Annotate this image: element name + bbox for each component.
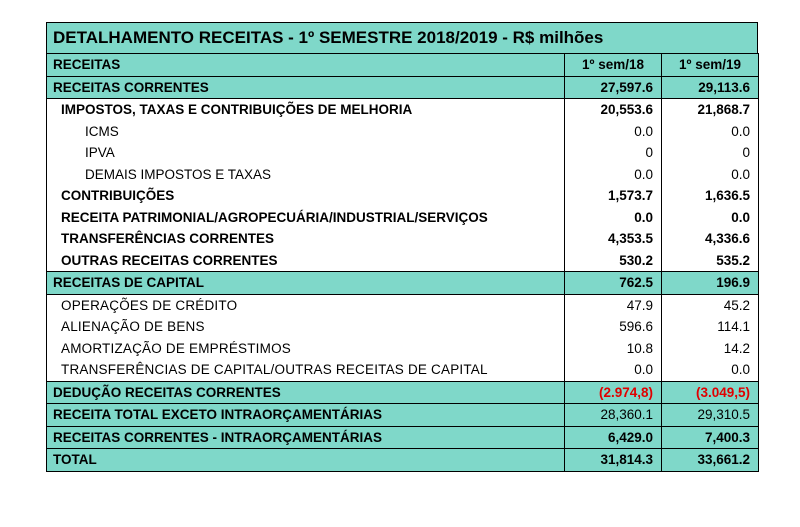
- revenue-report: [46, 22, 758, 472]
- row-ipva: [47, 142, 759, 164]
- row-outras-receitas-correntes: [47, 250, 759, 272]
- row-label: IPVA: [85, 145, 115, 161]
- row-value-sem18: 596.6: [565, 316, 662, 338]
- row-value-sem18: 28,360.1: [565, 404, 662, 427]
- row-value-sem18: 1,573.7: [565, 185, 662, 207]
- row-impostos: [47, 99, 759, 121]
- row-label: IMPOSTOS, TAXAS E CONTRIBUIÇÕES DE MELHORIA: [61, 102, 413, 118]
- row-value-sem18: 762.5: [565, 272, 662, 295]
- row-value-sem19: 0.0: [662, 207, 759, 229]
- row-label: OPERAÇÕES DE CRÉDITO: [61, 297, 238, 313]
- row-label: RECEITA PATRIMONIAL/AGROPECUÁRIA/INDUSTRIAL/SERVIÇOS: [61, 209, 488, 225]
- row-operacoes-credito: [47, 294, 759, 316]
- row-value-sem18: 0.0: [565, 207, 662, 229]
- row-demais-impostos: [47, 164, 759, 186]
- row-label: AMORTIZAÇÃO DE EMPRÉSTIMOS: [61, 340, 291, 356]
- row-value-sem19: 29,113.6: [662, 76, 759, 99]
- row-value-sem19: 0.0: [662, 164, 759, 186]
- row-label: ALIENAÇÃO DE BENS: [61, 319, 205, 335]
- row-value-sem18: 0.0: [565, 164, 662, 186]
- row-value-sem19: 14.2: [662, 338, 759, 360]
- row-icms: [47, 121, 759, 143]
- row-value-sem18: 4,353.5: [565, 228, 662, 250]
- row-value-sem19: 4,336.6: [662, 228, 759, 250]
- row-label: CONTRIBUIÇÕES: [61, 188, 175, 204]
- row-transferencias-correntes: [47, 228, 759, 250]
- row-receita-patrimonial: [47, 207, 759, 229]
- row-value-sem19: 114.1: [662, 316, 759, 338]
- row-deducao: [47, 381, 759, 404]
- revenue-table: [46, 53, 759, 472]
- row-value-sem18: 31,814.3: [565, 449, 662, 472]
- row-value-sem19: 21,868.7: [662, 99, 759, 121]
- row-value-sem19: 33,661.2: [662, 449, 759, 472]
- row-value-sem19: 45.2: [662, 294, 759, 316]
- row-value-sem19: 1,636.5: [662, 185, 759, 207]
- row-value-sem19: 29,310.5: [662, 404, 759, 427]
- row-value-sem19: 0.0: [662, 359, 759, 381]
- row-value-sem18: (2.974,8): [565, 381, 662, 404]
- row-amortizacao: [47, 338, 759, 360]
- row-label: DEMAIS IMPOSTOS E TAXAS: [85, 166, 272, 182]
- row-label: DEDUÇÃO RECEITAS CORRENTES: [47, 381, 565, 404]
- header-sem18: 1º sem/18: [565, 54, 662, 77]
- row-value-sem19: 196.9: [662, 272, 759, 295]
- row-receita-total-exceto: [47, 404, 759, 427]
- row-value-sem18: 0.0: [565, 359, 662, 381]
- row-contribuicoes: [47, 185, 759, 207]
- row-value-sem18: 47.9: [565, 294, 662, 316]
- row-value-sem18: 0.0: [565, 121, 662, 143]
- row-value-sem18: 10.8: [565, 338, 662, 360]
- row-intraorcamentarias: [47, 426, 759, 449]
- header-sem19: 1º sem/19: [662, 54, 759, 77]
- row-label: ICMS: [85, 123, 119, 139]
- row-label: TRANSFERÊNCIAS DE CAPITAL/OUTRAS RECEITAS DE CAPITAL: [61, 362, 488, 378]
- table-header-row: [47, 54, 759, 77]
- row-value-sem18: 0: [565, 142, 662, 164]
- row-value-sem18: 6,429.0: [565, 426, 662, 449]
- row-transferencias-capital: [47, 359, 759, 381]
- row-value-sem19: 535.2: [662, 250, 759, 272]
- row-receitas-capital: [47, 272, 759, 295]
- row-label: TOTAL: [47, 449, 565, 472]
- row-value-sem19: 7,400.3: [662, 426, 759, 449]
- row-total: [47, 449, 759, 472]
- row-value-sem19: 0: [662, 142, 759, 164]
- report-title: DETALHAMENTO RECEITAS - 1º SEMESTRE 2018/2019 - R$ milhões: [46, 22, 758, 53]
- header-receitas: RECEITAS: [47, 54, 565, 77]
- row-label: RECEITAS CORRENTES - INTRAORÇAMENTÁRIAS: [47, 426, 565, 449]
- row-value-sem18: 530.2: [565, 250, 662, 272]
- row-label: RECEITA TOTAL EXCETO INTRAORÇAMENTÁRIAS: [47, 404, 565, 427]
- row-value-sem19: 0.0: [662, 121, 759, 143]
- row-value-sem19: (3.049,5): [662, 381, 759, 404]
- row-label: RECEITAS CORRENTES: [47, 76, 565, 99]
- row-value-sem18: 20,553.6: [565, 99, 662, 121]
- row-label: TRANSFERÊNCIAS CORRENTES: [61, 231, 275, 247]
- row-alienacao-bens: [47, 316, 759, 338]
- row-value-sem18: 27,597.6: [565, 76, 662, 99]
- row-label: OUTRAS RECEITAS CORRENTES: [61, 252, 278, 268]
- row-label: RECEITAS DE CAPITAL: [47, 272, 565, 295]
- row-receitas-correntes: [47, 76, 759, 99]
